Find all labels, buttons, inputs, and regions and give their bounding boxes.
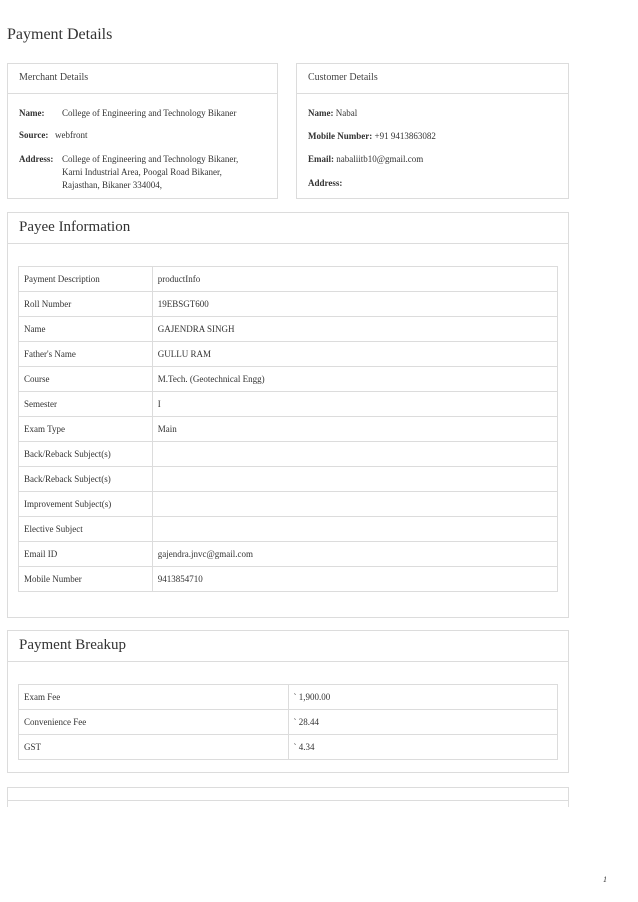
payee-information-heading: Payee Information	[8, 213, 568, 244]
row-value: 19EBSGT600	[152, 292, 557, 317]
row-value: ` 4.34	[288, 735, 557, 760]
customer-details-panel	[296, 63, 569, 199]
row-value	[152, 442, 557, 467]
merchant-source-label: Source:	[19, 130, 49, 140]
payment-breakup-heading: Payment Breakup	[8, 631, 568, 662]
table-row	[19, 517, 558, 542]
row-label: Father's Name	[19, 342, 153, 367]
row-value: gajendra.jnvc@gmail.com	[152, 542, 557, 567]
payee-information-panel	[7, 212, 569, 618]
row-value: I	[152, 392, 557, 417]
merchant-details-heading: Merchant Details	[8, 64, 277, 94]
merchant-source-value: webfront	[55, 130, 88, 140]
row-label: Improvement Subject(s)	[19, 492, 153, 517]
row-label: Back/Reback Subject(s)	[19, 467, 153, 492]
customer-details-heading: Customer Details	[297, 64, 568, 94]
row-label: Semester	[19, 392, 153, 417]
table-row	[19, 417, 558, 442]
row-label: Elective Subject	[19, 517, 153, 542]
customer-name-value: Nabal	[335, 108, 358, 118]
row-value: productInfo	[152, 267, 557, 292]
merchant-address-line: College of Engineering and Technology Bikaner,	[62, 154, 239, 164]
table-row	[19, 492, 558, 517]
table-row	[19, 442, 558, 467]
table-row	[19, 710, 558, 735]
row-label: Payment Description	[19, 267, 153, 292]
table-row	[19, 292, 558, 317]
row-value: ` 28.44	[288, 710, 557, 735]
table-row	[19, 735, 558, 760]
row-label: Back/Reback Subject(s)	[19, 442, 153, 467]
row-label: Convenience Fee	[19, 710, 289, 735]
table-row	[19, 317, 558, 342]
merchant-address-value	[62, 153, 238, 192]
page-title: Payment Details	[7, 26, 113, 43]
table-row	[19, 342, 558, 367]
customer-email: Email: nabaliitb10@gmail.com	[308, 154, 424, 164]
row-value	[152, 492, 557, 517]
payment-breakup-panel	[7, 630, 569, 773]
row-value	[152, 467, 557, 492]
merchant-address-line: Rajasthan, Bikaner 334004,	[62, 180, 162, 190]
row-value: 9413854710	[152, 567, 557, 592]
page-number: 1	[603, 875, 607, 884]
row-value: Main	[152, 417, 557, 442]
table-row	[19, 685, 558, 710]
table-row	[19, 267, 558, 292]
row-value: GAJENDRA SINGH	[152, 317, 557, 342]
panel-divider	[7, 800, 569, 801]
table-row	[19, 392, 558, 417]
table-row	[19, 467, 558, 492]
row-label: GST	[19, 735, 289, 760]
table-row	[19, 542, 558, 567]
row-value: M.Tech. (Geotechnical Engg)	[152, 367, 557, 392]
merchant-address-line: Karni Industrial Area, Poogal Road Bikaner,	[62, 167, 222, 177]
merchant-details-panel	[7, 63, 278, 199]
row-label: Course	[19, 367, 153, 392]
row-label: Roll Number	[19, 292, 153, 317]
payee-information-table	[18, 266, 558, 592]
row-value: ` 1,900.00	[288, 685, 557, 710]
customer-mobile: Mobile Number: +91 9413863082	[308, 131, 436, 141]
customer-mobile-value: +91 9413863082	[374, 131, 436, 141]
merchant-address-label: Address:	[19, 154, 54, 164]
row-value: GULLU RAM	[152, 342, 557, 367]
row-label: Name	[19, 317, 153, 342]
table-row	[19, 367, 558, 392]
row-label: Email ID	[19, 542, 153, 567]
next-panel-partial	[7, 787, 569, 807]
row-label: Exam Fee	[19, 685, 289, 710]
merchant-name-label: Name:	[19, 108, 45, 118]
row-label: Mobile Number	[19, 567, 153, 592]
customer-name: Name: Nabal	[308, 108, 358, 118]
payment-breakup-table	[18, 684, 558, 760]
row-label: Exam Type	[19, 417, 153, 442]
table-row	[19, 567, 558, 592]
customer-email-value: nabaliitb10@gmail.com	[336, 154, 424, 164]
merchant-name-value: College of Engineering and Technology Bikaner	[62, 108, 237, 118]
customer-address-label: Address:	[308, 178, 343, 188]
row-value	[152, 517, 557, 542]
